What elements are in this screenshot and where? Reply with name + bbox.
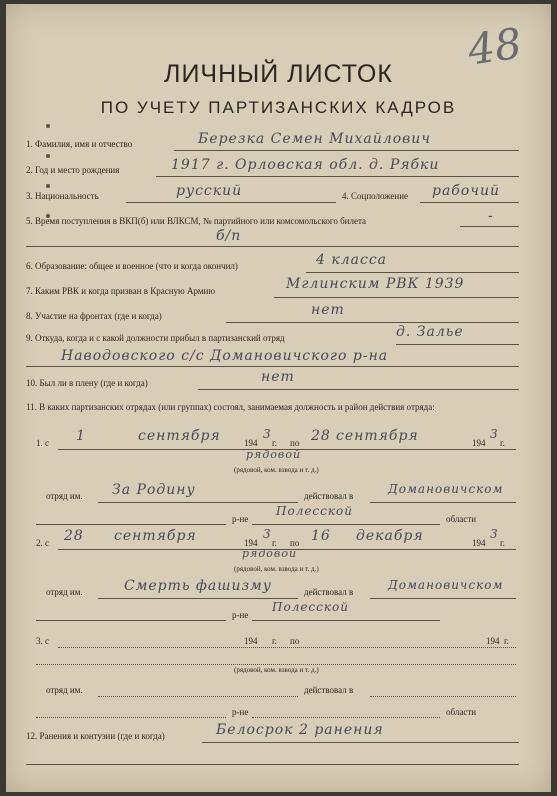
period-3-rank-hint: (рядовой, ком. взвода и т. д.): [234, 666, 319, 674]
period-1-to-year-prefix: 194: [472, 438, 486, 448]
field-10-value: нет: [261, 369, 295, 385]
field-8-label: 8. Участие на фронтах (где и когда): [26, 311, 162, 321]
period-2-acted-label: действовал в: [304, 587, 354, 597]
period-3-rne-line-b: [252, 717, 440, 718]
field-1-label: 1. Фамилия, имя и отчество: [26, 139, 133, 149]
period-2-detachment: Смерть фашизму: [124, 578, 272, 594]
period-3-line: [58, 647, 516, 648]
period-2-g: г.: [272, 538, 277, 548]
period-1-year-prefix: 194: [244, 438, 258, 448]
period-2-to-day: 16: [311, 528, 331, 544]
period-2-position: рядовой: [242, 547, 298, 560]
period-1-acted-label: действовал в: [304, 491, 354, 501]
period-2-acted-line: [370, 598, 516, 599]
period-3-otryad-line: [98, 696, 298, 697]
period-3-po: по: [290, 636, 300, 646]
period-3-otryad-label: отряд им.: [46, 685, 83, 695]
field-10-label: 10. Был ли в плену (где и когда): [26, 378, 148, 388]
page-title: ЛИЧНЫЙ ЛИСТОК: [164, 60, 393, 88]
period-1-from-year: 3: [263, 427, 272, 441]
field-9-line-b: [26, 366, 519, 367]
period-3-rne: р-не: [232, 707, 249, 717]
period-1-district: Полесской: [276, 504, 353, 518]
period-2-rne-line-a: [36, 620, 226, 621]
period-3-oblasti: области: [446, 707, 477, 717]
field-12-line: [202, 742, 519, 743]
field-5-value: б/п: [216, 228, 242, 244]
field-9-value: д. Залье: [396, 324, 464, 340]
field-9-value-2: Наводовского с/с Домановичского р-на: [61, 348, 389, 364]
field-4-line: [420, 202, 519, 203]
period-2-otryad-label: отряд им.: [46, 587, 83, 597]
period-1-position: рядовой: [246, 448, 302, 461]
field-2-line: [156, 176, 519, 177]
field-10-line: [198, 389, 519, 390]
period-1-from-day: 1: [76, 428, 86, 444]
period-1-g: г.: [272, 438, 277, 448]
period-2-po: по: [290, 538, 300, 548]
period-1-acted-line: [370, 502, 516, 503]
period-2-year-prefix: 194: [244, 538, 258, 548]
field-4-label: 4. Соцположение: [342, 191, 409, 201]
period-1-num: 1. с: [36, 438, 49, 448]
period-1-from-month: сентября: [138, 428, 221, 444]
period-1-g2: г.: [500, 438, 505, 448]
period-1-oblasti: области: [446, 514, 477, 524]
field-8-value: нет: [311, 302, 345, 318]
period-1-rne: р-не: [232, 514, 249, 524]
field-7-line: [274, 297, 519, 298]
field-3-line: [126, 202, 336, 203]
period-2-district: Полесской: [272, 600, 349, 614]
period-2-rne: р-не: [232, 610, 249, 620]
period-3-acted-line: [370, 696, 516, 697]
period-3-year-prefix: 194: [244, 636, 258, 646]
field-12-value: Белосрок 2 ранения: [216, 722, 384, 738]
field-1-value: Березка Семен Михайлович: [198, 131, 432, 147]
field-7-value: Мглинским РВК 1939: [286, 276, 465, 292]
period-2-otryad-line: [98, 598, 298, 599]
field-5-label: 5. Время поступления в ВКП(б) или ВЛКСМ, № партийного или комсомольского билета: [26, 216, 366, 226]
field-9-label: 9. Откуда, когда и с какой должности прибыл в партизанский отряд: [26, 333, 285, 343]
period-1-po: по: [290, 438, 300, 448]
field-8-line: [226, 322, 519, 323]
field-6-value: 4 класса: [316, 252, 388, 268]
field-9-line-a: [396, 344, 519, 345]
period-3-g: г.: [272, 636, 277, 646]
period-1-rne-line-b: [252, 524, 440, 525]
period-2-num: 2. с: [36, 538, 49, 548]
period-2-from-month: сентября: [114, 528, 197, 544]
period-3-g2: г.: [504, 636, 509, 646]
document-sheet: [6, 4, 551, 792]
period-3-rne-line-a: [36, 717, 226, 718]
field-3-value: русский: [176, 183, 243, 199]
period-2-rank-hint: (рядовой, ком. взвода и т. д.): [234, 565, 319, 573]
field-11-label: 11. В каких партизанских отрядах (или группах) состоял, занимаемая должность и район действия отряда:: [26, 402, 435, 412]
field-2-value: 1917 г. Орловская обл. д. Рябки: [171, 157, 440, 173]
corner-number: 48: [464, 18, 525, 75]
period-1-to-month: сентября: [336, 428, 419, 444]
period-3-num: 3. с: [36, 636, 49, 646]
page-subtitle: ПО УЧЕТУ ПАРТИЗАНСКИХ КАДРОВ: [100, 98, 457, 117]
period-3-rank-line: [36, 664, 516, 665]
period-2-rne-line-b: [252, 620, 440, 621]
period-2-to-month: декабря: [356, 528, 424, 544]
field-5-line-b: [26, 246, 519, 247]
period-3-to-year-prefix: 194: [486, 636, 500, 646]
period-1-acted-in: Домановичском: [388, 482, 504, 496]
period-2-from-year: 3: [263, 527, 272, 541]
field-2-label: 2. Год и место рождения: [26, 165, 120, 175]
field-12-line-b: [26, 764, 519, 765]
field-5-value-right: -: [488, 208, 494, 224]
field-12-label: 12. Ранения и контузии (где и когда): [26, 731, 165, 741]
period-3-acted-label: действовал в: [304, 685, 354, 695]
period-2-to-year: 3: [490, 527, 499, 541]
period-1-rank-hint: (рядовой, ком. взвода и т. д.): [234, 466, 319, 474]
field-7-label: 7. Каким РВК и когда призван в Красную Армию: [26, 286, 216, 296]
field-5-line-a: [460, 226, 519, 227]
period-1-to-year: 3: [490, 427, 499, 441]
field-6-label: 6. Образование: общее и военное (что и когда окончил): [26, 261, 238, 271]
field-6-line: [306, 272, 519, 273]
field-1-line: [174, 150, 519, 151]
field-3-label: 3. Национальность: [26, 191, 99, 201]
period-1-otryad-label: отряд им.: [46, 491, 83, 501]
period-2-g2: г.: [500, 538, 505, 548]
period-1-to-day: 28: [311, 428, 331, 444]
period-1-detachment: За Родину: [112, 482, 196, 498]
period-2-acted-in: Домановичском: [388, 578, 504, 592]
period-1-otryad-line: [98, 502, 298, 503]
field-4-value: рабочий: [432, 183, 501, 199]
period-2-from-day: 28: [64, 528, 84, 544]
period-1-rne-line-a: [36, 524, 226, 525]
period-2-to-year-prefix: 194: [472, 538, 486, 548]
